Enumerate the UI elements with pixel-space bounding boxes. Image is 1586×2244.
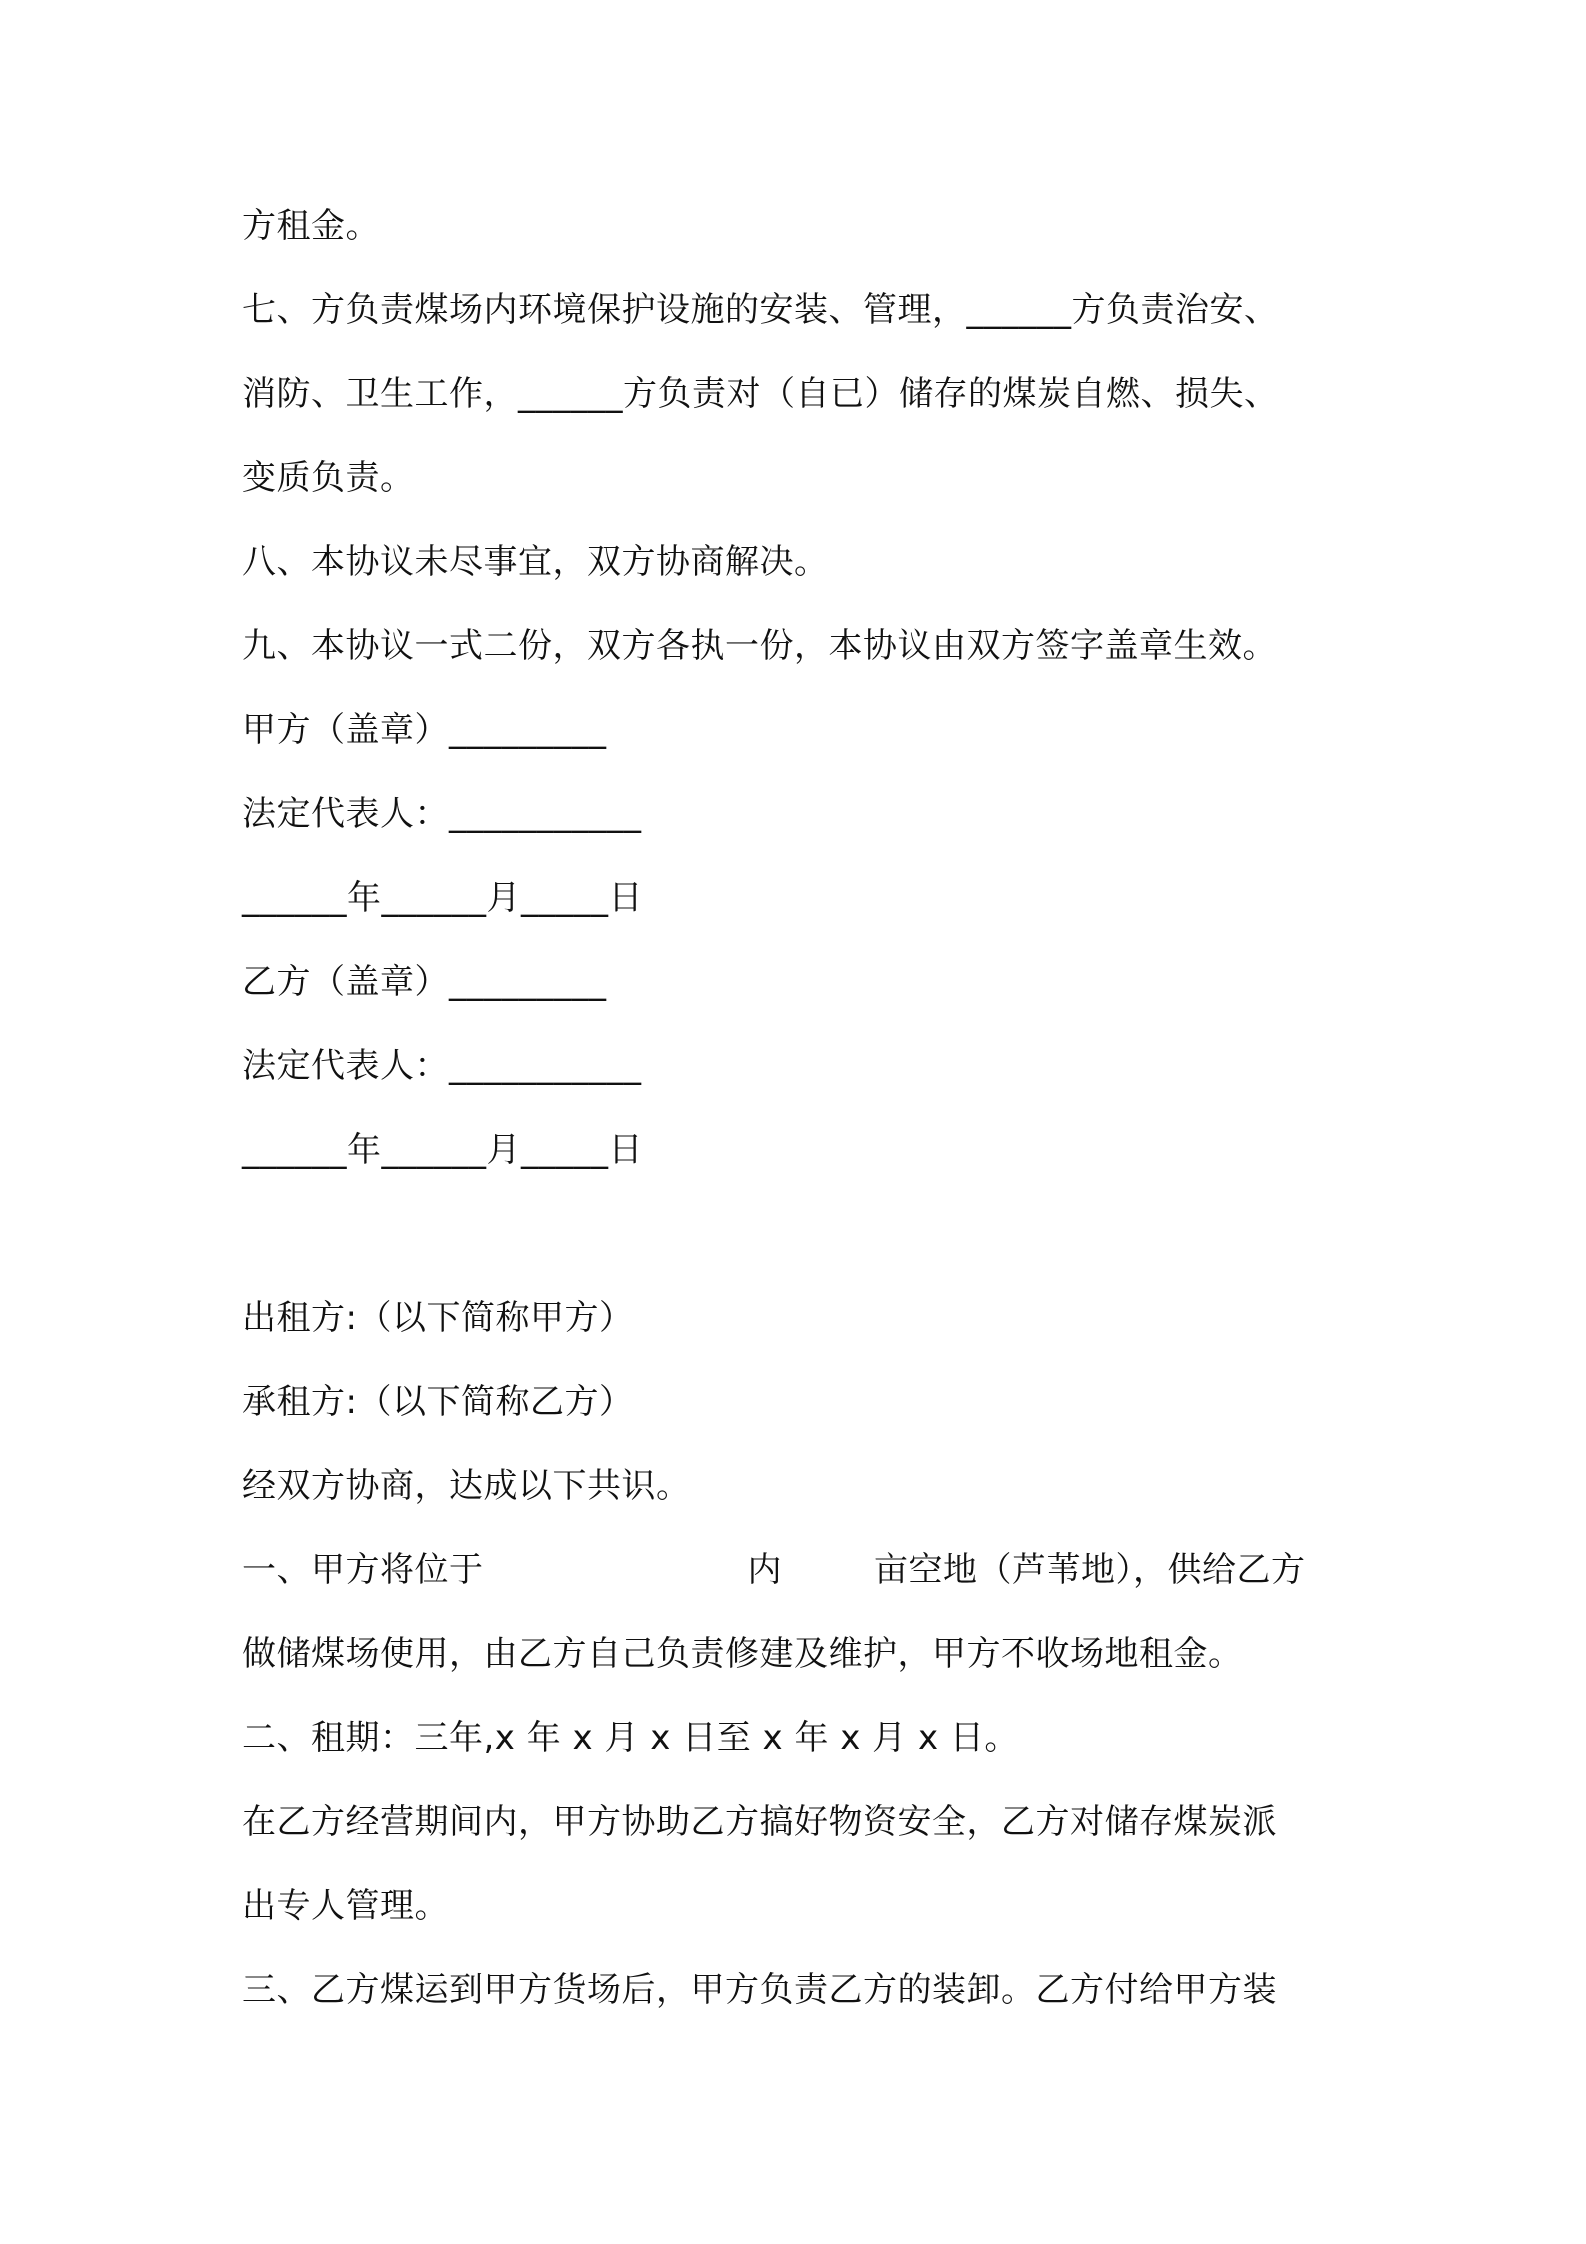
text-line-safety-end: 出专人管理。	[242, 1886, 449, 1926]
lessee-line: 承租方:（以下简称乙方）	[242, 1382, 634, 1422]
text-line-clause-3: 三、乙方煤运到甲方货场后，甲方负责乙方的装卸。乙方付给甲方装	[242, 1970, 1277, 2010]
text-line-clause-7-cont: 消防、卫生工作，______方负责对（自已）储存的煤炭自燃、损失、	[242, 374, 1279, 414]
text-line-clause-7-end: 变质负责。	[242, 458, 415, 498]
party-b-representative-line: 法定代表人：___________	[242, 1046, 642, 1086]
party-a-representative-line: 法定代表人：___________	[242, 794, 642, 834]
text-line-clause-8: 八、本协议未尽事宜，双方协商解决。	[242, 542, 829, 582]
clause-1-part-within: 内	[747, 1550, 782, 1590]
text-line-clause-9: 九、本协议一式二份，双方各执一份，本协议由双方签字盖章生效。	[242, 626, 1277, 666]
lessor-line: 出租方:（以下简称甲方）	[242, 1298, 634, 1338]
text-line-clause-2: 二、租期：三年,x 年 x 月 x 日至 x 年 x 月 x 日。	[242, 1718, 1019, 1758]
text-line-rent-end: 方租金。	[242, 206, 380, 246]
text-line-clause-7: 七、方负责煤场内环境保护设施的安装、管理，______方负责治安、	[242, 290, 1279, 330]
party-b-date-line: ______年______月_____日	[242, 1130, 643, 1170]
party-b-seal-line: 乙方（盖章）_________	[242, 962, 607, 1002]
party-a-date-line: ______年______月_____日	[242, 878, 643, 918]
text-line-safety: 在乙方经营期间内，甲方协助乙方搞好物资安全，乙方对储存煤炭派	[242, 1802, 1277, 1842]
text-line-clause-1-cont: 做储煤场使用，由乙方自己负责修建及维护，甲方不收场地租金。	[242, 1634, 1243, 1674]
clause-1-part-area: 亩空地（芦苇地），供给乙方	[874, 1550, 1306, 1590]
party-a-seal-line: 甲方（盖章）_________	[242, 710, 607, 750]
clause-1-part-location: 一、甲方将位于	[242, 1550, 484, 1590]
text-line-clause-1	[242, 1540, 1306, 1600]
consensus-line: 经双方协商，达成以下共识。	[242, 1466, 691, 1506]
